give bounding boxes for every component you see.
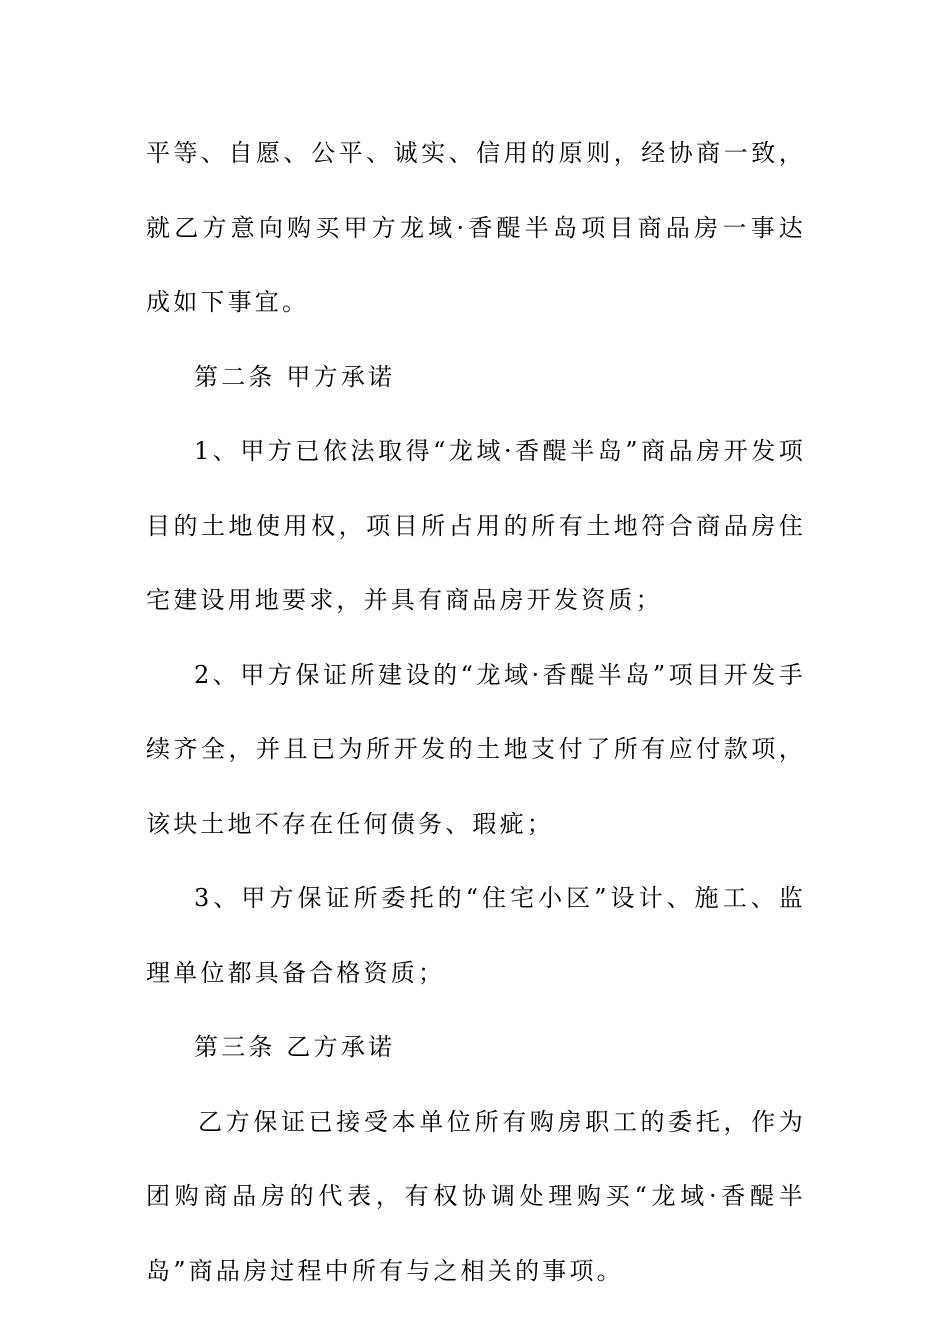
document-body xyxy=(146,116,806,1308)
paragraph-article-2-item-1: 1、甲方已依法取得“龙域·香醍半岛”商品房开发项目的土地使用权，项目所占用的所有土地符合商品房住宅建设用地要求，并具有商品房开发资质； xyxy=(146,437,806,614)
paragraph-article-2-item-3: 3、甲方保证所委托的“住宅小区”设计、施工、监理单位都具备合格资质； xyxy=(146,884,806,987)
section-heading-article-2: 第二条 甲方承诺 xyxy=(194,362,396,391)
paragraph-intro-continuation: 平等、自愿、公平、诚实、信用的原则，经协商一致，就乙方意向购买甲方龙域·香醍半岛项目商品房一事达成如下事宜。 xyxy=(146,139,806,316)
section-heading-article-3: 第三条 乙方承诺 xyxy=(194,1033,396,1061)
paragraph-article-3-body: 乙方保证已接受本单位所有购房职工的委托，作为团购商品房的代表，有权协调处理购买“龙域·香醍半岛”商品房过程中所有与之相关的事项。 xyxy=(146,1107,806,1285)
paragraph-article-2-item-2: 2、甲方保证所建设的“龙域·香醍半岛”项目开发手续齐全，并且已为所开发的土地支付了所有应付款项，该块土地不存在任何债务、瑕疵； xyxy=(146,660,806,838)
